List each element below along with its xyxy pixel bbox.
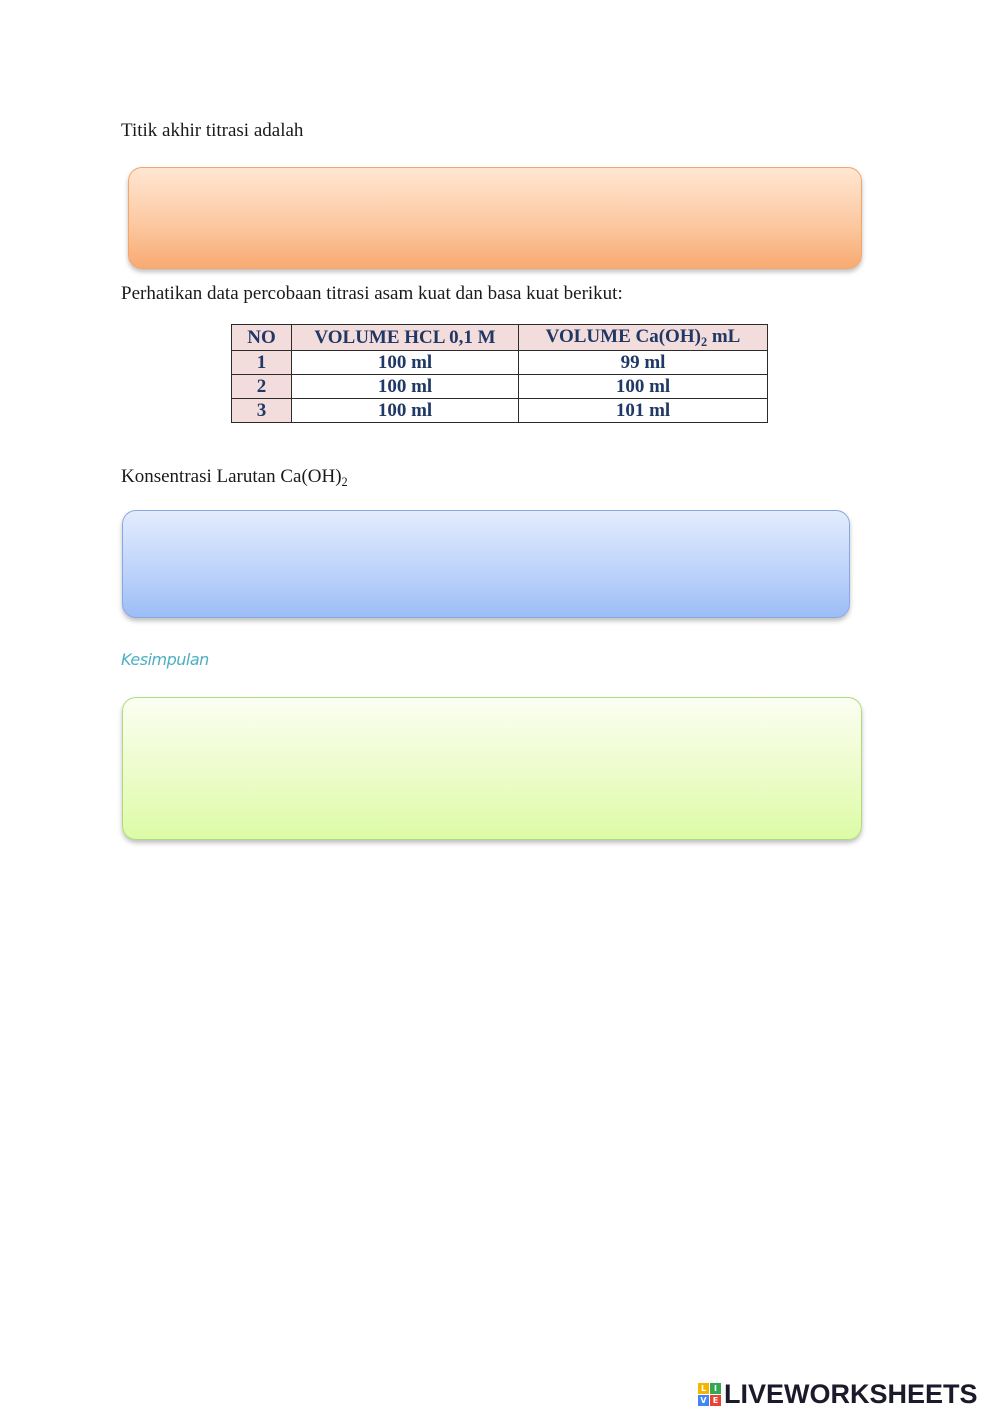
logo-mark-letter: E bbox=[710, 1395, 721, 1406]
answer-box-kesimpulan[interactable] bbox=[122, 697, 862, 840]
header-volume-caoh2 bbox=[519, 325, 768, 351]
liveworksheets-logo bbox=[698, 1378, 978, 1410]
konsentrasi-label-subscript: 2 bbox=[341, 474, 348, 489]
table-header-row bbox=[232, 325, 768, 351]
row-hcl-cell: 100 ml bbox=[292, 375, 519, 399]
row-caoh2-cell: 101 ml bbox=[519, 399, 768, 423]
header-caoh2-subscript: 2 bbox=[700, 334, 708, 349]
logo-mark-letter: I bbox=[710, 1383, 721, 1394]
header-no: NO bbox=[232, 325, 292, 351]
answer-box-titik-akhir[interactable] bbox=[128, 167, 862, 269]
konsentrasi-label-text: Konsentrasi Larutan Ca(OH) bbox=[121, 466, 342, 487]
header-caoh2-text: VOLUME Ca(OH) bbox=[545, 326, 701, 347]
liveworksheets-logo-icon bbox=[698, 1383, 721, 1406]
table-row bbox=[232, 399, 768, 423]
data-intro-text: Perhatikan data percobaan titrasi asam kuat dan basa kuat berikut: bbox=[121, 283, 623, 304]
question-titik-akhir-label: Titik akhir titrasi adalah bbox=[121, 120, 304, 141]
table-row bbox=[232, 375, 768, 399]
question-konsentrasi-label bbox=[121, 466, 348, 488]
titration-data-table bbox=[231, 324, 768, 423]
row-no-cell: 1 bbox=[232, 351, 292, 375]
row-no-cell: 2 bbox=[232, 375, 292, 399]
answer-box-konsentrasi[interactable] bbox=[122, 510, 850, 618]
table-row bbox=[232, 351, 768, 375]
logo-mark-letter: V bbox=[698, 1395, 709, 1406]
row-hcl-cell: 100 ml bbox=[292, 399, 519, 423]
row-caoh2-cell: 100 ml bbox=[519, 375, 768, 399]
kesimpulan-heading: Kesimpulan bbox=[121, 650, 209, 669]
header-volume-hcl: VOLUME HCL 0,1 M bbox=[292, 325, 519, 351]
logo-mark-letter: L bbox=[698, 1383, 709, 1394]
row-hcl-cell: 100 ml bbox=[292, 351, 519, 375]
header-caoh2-unit: mL bbox=[707, 326, 741, 347]
row-caoh2-cell: 99 ml bbox=[519, 351, 768, 375]
row-no-cell: 3 bbox=[232, 399, 292, 423]
logo-text: LIVEWORKSHEETS bbox=[724, 1378, 978, 1409]
